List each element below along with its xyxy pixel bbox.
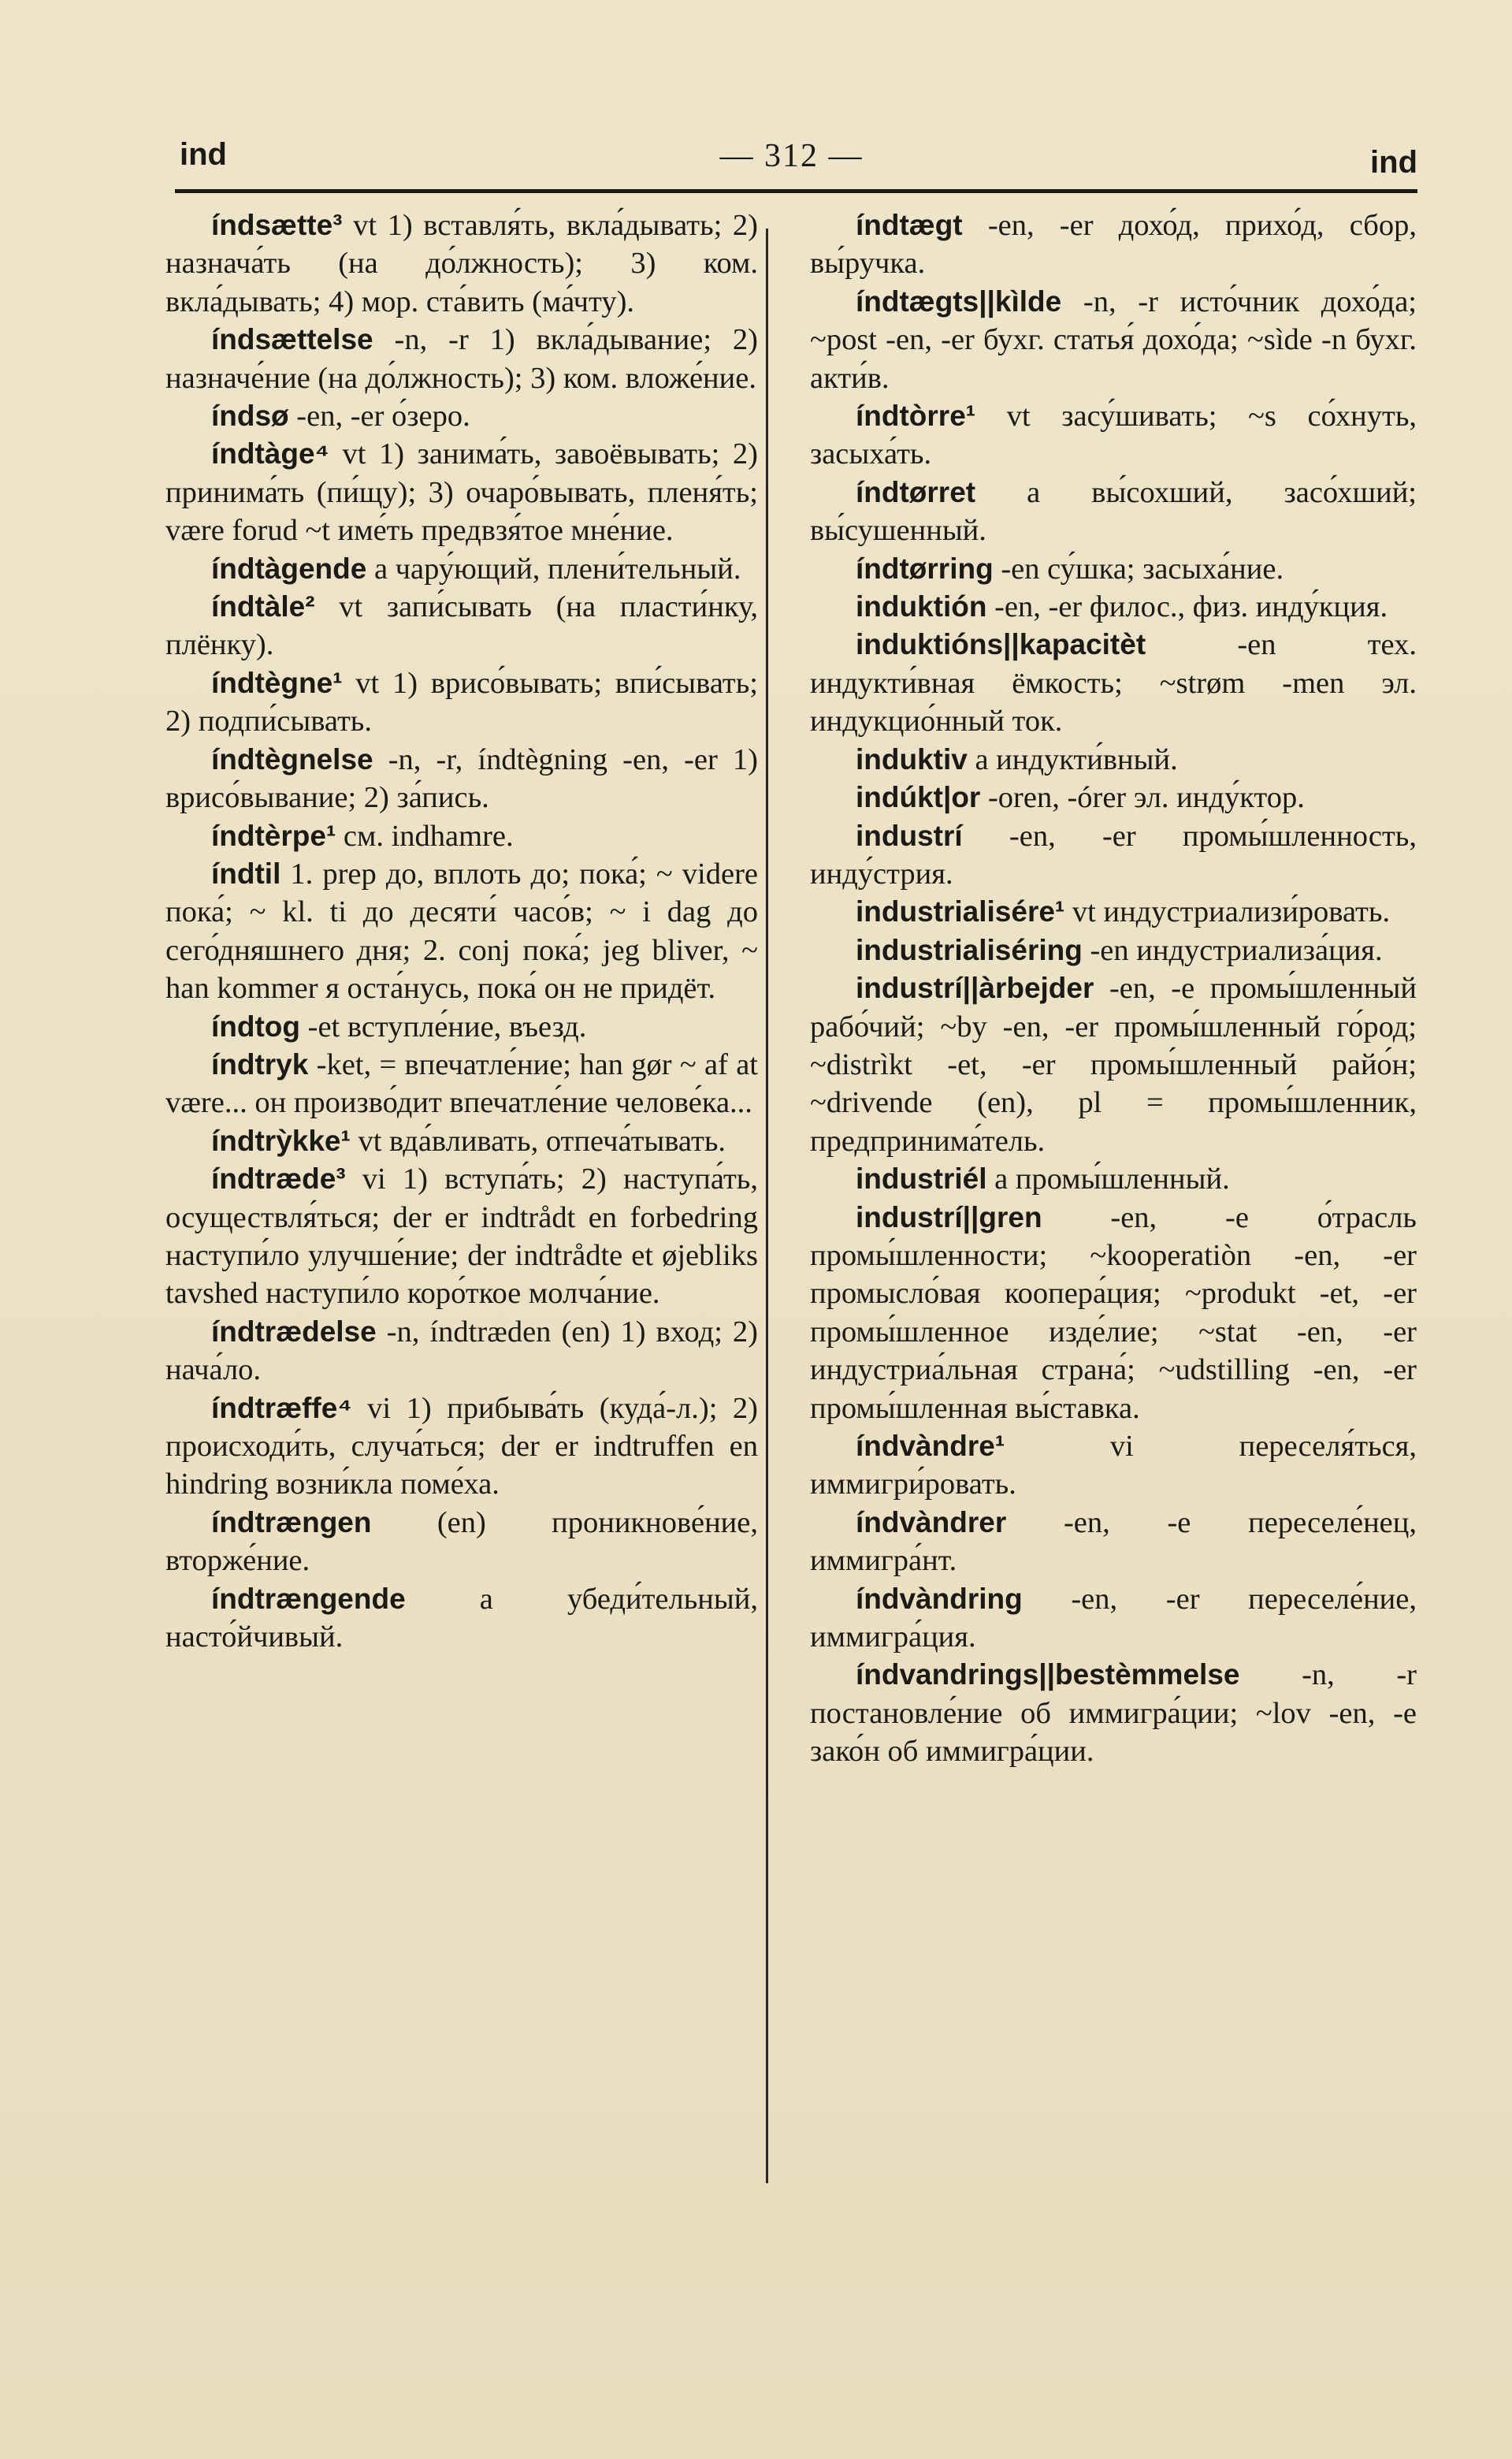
dictionary-entry: [165, 1313, 758, 1389]
definition: -n, -r постановле́ние об иммигра́ции; ~lov -en, -e зако́н об иммигра́ции.: [810, 1658, 1417, 1769]
definition: см. indhamre.: [336, 819, 514, 853]
dictionary-entry: [165, 588, 758, 664]
headword: industrí: [856, 819, 963, 852]
dictionary-entry: [810, 932, 1417, 969]
definition: -en, -e о́трасль промы́шленности; ~kooperatiòn -en, -er промысло́вая коопера́ция; ~produkt -et, -er промы́шленное изде́лие; ~stat -en, -er индустриа́льная страна́; ~udstilling -en, -er промы́шленная вы́ставка.: [810, 1200, 1417, 1425]
dictionary-entry: [810, 969, 1417, 1160]
definition: 1. prep до, вплоть до; пока́; ~ videre пока́; ~ kl. ti до десяти́ часо́в; ~ i dag до сего́дняшнего дня; 2. conj пока́; jeg bliver, ~ han kommer я оста́нусь, пока́ он не придёт.: [165, 857, 758, 1006]
headword: índvàndring: [856, 1582, 1023, 1615]
definition: vt засу́шивать; ~s со́хнуть, засыха́ть.: [810, 400, 1417, 471]
headword: industriél: [856, 1163, 987, 1196]
headword: indúkt|or: [856, 781, 981, 814]
headword: índtàle²: [211, 590, 315, 623]
dictionary-entry: [165, 1008, 758, 1046]
headword: induktión: [856, 590, 987, 623]
dictionary-entry: [810, 206, 1417, 283]
dictionary-entry: [165, 397, 758, 435]
dictionary-entry: [810, 397, 1417, 474]
dictionary-entry: [810, 893, 1417, 931]
definition: -et вступле́ние, въезд.: [300, 1010, 587, 1043]
definition: a вы́сохший, засо́хший; вы́сушенный.: [810, 475, 1417, 548]
headword: índvàndrer: [856, 1505, 1007, 1538]
headword: índtrængende: [211, 1582, 406, 1615]
column-divider: [766, 229, 768, 2183]
headword: índtægt: [856, 209, 963, 241]
definition: -en, -er переселе́ние, иммигра́ция.: [810, 1582, 1417, 1654]
definition: a индукти́вный.: [967, 742, 1178, 776]
headword: índtryk: [211, 1047, 309, 1081]
definition: a убеди́тельный, насто́йчивый.: [165, 1582, 758, 1654]
left-guide-word: ind: [180, 137, 227, 172]
headword: índtræffe⁴: [211, 1391, 352, 1424]
definition: -en, -er промы́шленность, инду́стрия.: [810, 819, 1417, 891]
dictionary-entry: [810, 741, 1417, 779]
headword: índtrædelse: [211, 1315, 377, 1348]
definition: vt запи́сывать (на пласти́нку, плёнку).: [165, 590, 758, 662]
headword: induktións||kapacitèt: [856, 628, 1146, 661]
dictionary-entry: [810, 1427, 1417, 1504]
headword: índvàndre¹: [856, 1430, 1005, 1462]
definition: -oren, -órer эл. инду́ктор.: [980, 781, 1305, 815]
dictionary-entry: [810, 1504, 1417, 1580]
dictionary-entry: [165, 1580, 758, 1657]
headword: índsætte³: [211, 209, 343, 241]
dictionary-entry: [165, 817, 758, 855]
dictionary-entry: [165, 741, 758, 817]
dictionary-entry: [810, 474, 1417, 550]
definition: -en, -er филос., физ. инду́кция.: [986, 590, 1388, 624]
definition: -n, índtræden (en) 1) вход; 2) нача́ло.: [165, 1315, 758, 1387]
definition: vt 1) врисо́вывать; впи́сывать; 2) подпи́сывать.: [165, 666, 758, 738]
definition: -en индустриализа́ция.: [1082, 933, 1383, 967]
definition: a чару́ющий, плени́тельный.: [366, 552, 741, 586]
headword: índsø: [211, 400, 289, 433]
running-head: [165, 132, 1417, 180]
dictionary-entry: [810, 779, 1417, 817]
definition: -ket, = впечатле́ние; han gør ~ af at være... он произво́дит впечатле́ние челове́ка...: [165, 1047, 758, 1120]
dictionary-entry: [810, 817, 1417, 894]
headword: índtog: [211, 1010, 301, 1043]
definition: -n, -r 1) вкла́дывание; 2) назначе́ние (на до́лжность); 3) ком. вложе́ние.: [165, 323, 758, 395]
dictionary-entry: [165, 1122, 758, 1160]
headword: índtørret: [856, 475, 976, 508]
definition: vi 1) прибыва́ть (куда́-л.); 2) происходи́ть, случа́ться; der er indtruffen en hindring возни́кла поме́ха.: [165, 1391, 758, 1501]
definition: -n, -r исто́чник дохо́да; ~post -en, -er бухг. статья́ дохо́да; ~sìde -n бухг. акти́в.: [810, 285, 1417, 395]
headword: industrí||àrbejder: [856, 972, 1094, 1005]
definition: -en тех. индукти́вная ёмкость; ~strøm -men эл. индукцио́нный ток.: [810, 628, 1417, 738]
definition: -en, -e переселе́нец, иммигра́нт.: [810, 1505, 1417, 1578]
dictionary-entry: [165, 206, 758, 321]
headword: índtrængen: [211, 1505, 372, 1538]
page-number: — 312 —: [719, 138, 864, 174]
dictionary-entry: [810, 550, 1417, 588]
right-guide-word: ind: [1370, 145, 1417, 180]
headword: índtègne¹: [211, 666, 343, 699]
dictionary-entry: [810, 1656, 1417, 1770]
headword: industrí||gren: [856, 1200, 1042, 1233]
definition: -en, -er дохо́д, прихо́д, сбор, вы́ручка.: [810, 209, 1417, 281]
dictionary-entry: [165, 435, 758, 549]
dictionary-entry: [810, 626, 1417, 740]
headword: índsættelse: [211, 323, 373, 356]
definition: a промы́шленный.: [986, 1163, 1230, 1196]
definition: -en, -e промы́шленный рабо́чий; ~by -en, -er промы́шленный го́род; ~distrìkt -et, -er промы́шленный райо́н; ~drivende (en), pl = промы́шленник, предпринима́тель.: [810, 972, 1417, 1158]
headword: índtàge⁴: [211, 437, 329, 471]
definition: vi переселя́ться, иммигри́ровать.: [810, 1430, 1417, 1501]
dictionary-entry: [810, 1199, 1417, 1427]
headword: índtègnelse: [211, 742, 373, 776]
dictionary-entry: [165, 664, 758, 741]
definition: vt индустриализи́ровать.: [1064, 895, 1391, 929]
definition: -n, -r, índtègning -en, -er 1) врисо́вывание; 2) за́пись.: [165, 742, 758, 815]
right-column: [810, 206, 1417, 1771]
dictionary-entry: [165, 855, 758, 1008]
headword: industrialiséring: [856, 933, 1083, 966]
headword: índtægts||kìlde: [856, 285, 1062, 318]
dictionary-entry: [810, 283, 1417, 397]
headword: induktiv: [856, 742, 968, 776]
headword: índtèrpe¹: [211, 819, 336, 852]
headword: índtòrre¹: [856, 400, 976, 433]
definition: vt 1) вставля́ть, вкла́дывать; 2) назнача́ть (на до́лжность); 3) ком. вкла́дывать; 4) мор. ста́вить (ма́чту).: [165, 209, 758, 318]
dictionary-entry: [165, 1160, 758, 1313]
definition: vi 1) вступа́ть; 2) наступа́ть, осуществля́ться; der er indtrådt en forbedring наступи́ло улучше́ние; der indtrådte et øjebliks tavshed наступи́ло коро́ткое молча́ние.: [165, 1163, 758, 1311]
headword: índtàgende: [211, 552, 367, 585]
headword: índtrỳkke¹: [211, 1124, 351, 1157]
definition: vt 1) занима́ть, завоёвывать; 2) принима́ть (пи́щу); 3) очаро́вывать, пленя́ть; være forud ~t име́ть предвзя́тое мне́ние.: [165, 437, 758, 548]
headword: índtørring: [856, 552, 994, 585]
dictionary-entry: [165, 1504, 758, 1580]
dictionary-entry: [165, 1389, 758, 1504]
dictionary-entry: [810, 1580, 1417, 1657]
headword: índvandrings||bestèmmelse: [856, 1658, 1240, 1691]
headword: índtræde³: [211, 1163, 346, 1196]
dictionary-entry: [165, 550, 758, 588]
dictionary-entry: [165, 1046, 758, 1122]
dictionary-entry: [810, 588, 1417, 626]
headword: índtil: [211, 857, 281, 890]
headword: industrialisére¹: [856, 895, 1065, 928]
left-column: [165, 206, 758, 1656]
dictionary-entry: [165, 321, 758, 397]
definition: (en) проникнове́ние, вторже́ние.: [165, 1505, 758, 1578]
definition: -en су́шка; засыха́ние.: [993, 552, 1284, 586]
header-rule: [175, 189, 1417, 193]
dictionary-entry: [810, 1160, 1417, 1198]
definition: -en, -er о́зеро.: [288, 400, 470, 433]
definition: vt вда́вливать, отпеча́тывать.: [350, 1124, 726, 1158]
